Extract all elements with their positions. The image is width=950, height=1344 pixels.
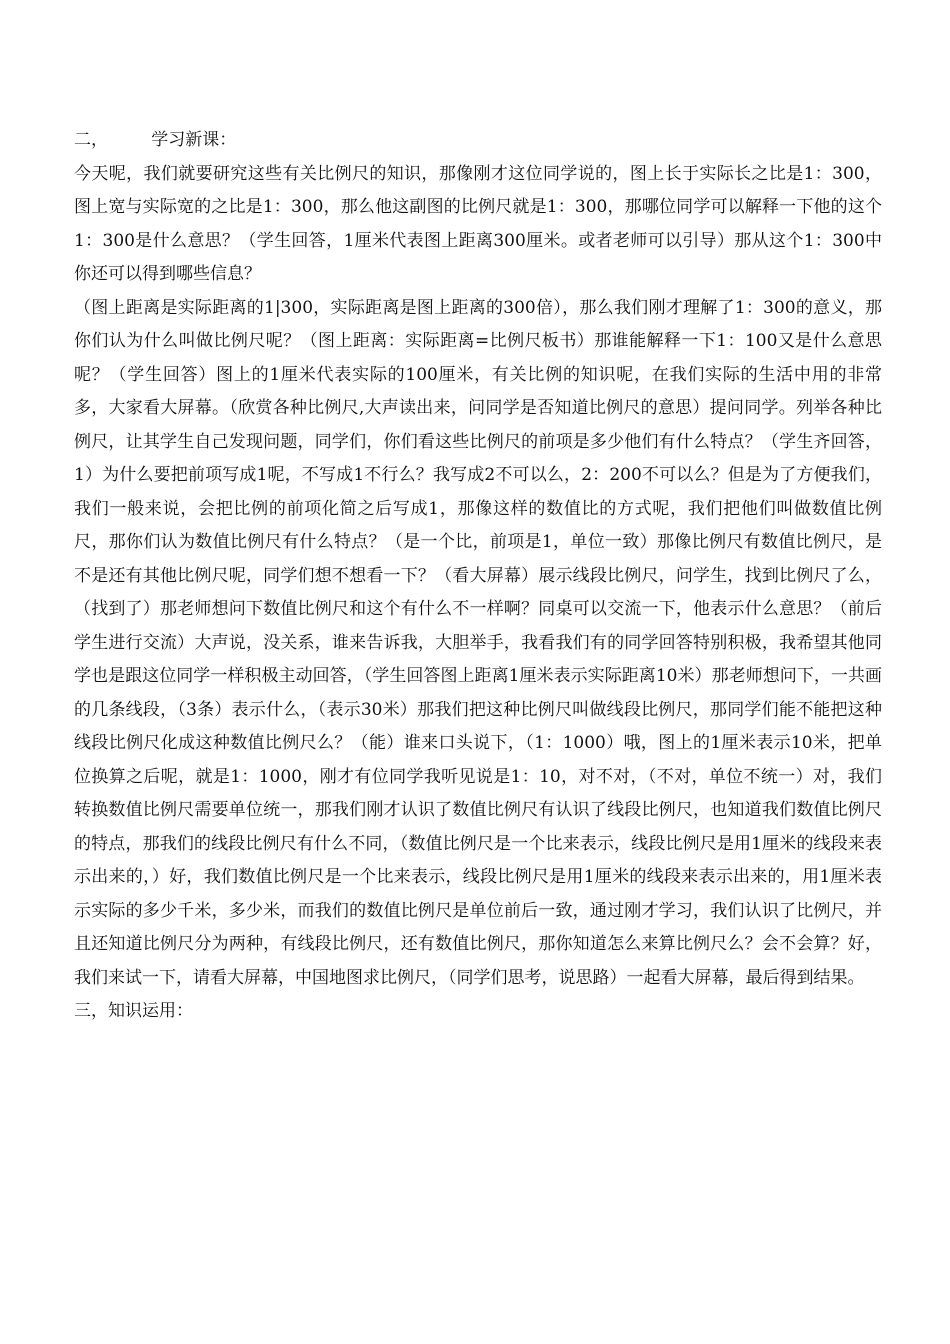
paragraph-intro-scale: 今天呢，我们就要研究这些有关比例尺的知识，那像刚才这位同学说的，图上长于实际长之比是1：300，图上宽与实际宽的之比是1：300，那么他这副图的比例尺就是1：300，那哪位同学可以解释一下他的这个1：300是什么意思？（学生回答，1厘米代表图上距离300厘米。或者老师可以引导）那从这个1：300中你还可以得到哪些信息？ <box>74 163 882 284</box>
paragraph-scale-explanation: （图上距离是实际距离的1|300，实际距离是图上距离的300倍），那么我们刚才理解了1：300的意义，那你们认为什么叫做比例尺呢？（图上距离：实际距离=比例尺板书）那谁能解释一下1：100又是什么意思呢？（学生回答）图上的1厘米代表实际的100厘米，有关比例的知识呢，在我们实际的生活中用的非常多，大家看大屏幕。（欣赏各种比例尺,大声读出来，问同学是否知道比例尺的意思）提问同学。列举各种比例尺，让其学生自己发现问题，同学们，你们看这些比例尺的前项是多少他们有什么特点？（学生齐回答，1）为什么要把前项写成1呢，不写成1不行么？我写成2不可以么，2：200不可以么？但是为了方便我们，我们一般来说，会把比例的前项化简之后写成1，那像这样的数值比的方式呢，我们把他们叫做数值比例尺，那你们认为数值比例尺有什么特点？（是一个比，前项是1，单位一致）那像比例尺有数值比例尺，是不是还有其他比例尺呢，同学们想不想看一下？（看大屏幕）展示线段比例尺，问学生，找到比例尺了么，（找到了）那老师想问下数值比例尺和这个有什么不一样啊？同桌可以交流一下，他表示什么意思？（前后学生进行交流）大声说，没关系，谁来告诉我，大胆举手，我看我们有的同学回答特别积极，我希望其他同学也是跟这位同学一样积极主动回答，（学生回答图上距离1厘米表示实际距离10米）那老师想问下，一共画的几条线段，（3条）表示什么，（表示30米）那我们把这种比例尺叫做线段比例尺，那同学们能不能把这种线段比例尺化成这种数值比例尺么？（能）谁来口头说下，（1：1000）哦，图上的1厘米表示10米，把单位换算之后呢，就是1：1000，刚才有位同学我听见说是1：10，对不对，（不对，单位不统一）对，我们转换数值比例尺需要单位统一，那我们刚才认识了数值比例尺有认识了线段比例尺，也知道我们数值比例尺的特点，那我们的线段比例尺有什么不同，（数值比例尺是一个比来表示，线段比例尺是用1厘米的线段来表示出来的，）好，我们数值比例尺是一个比来表示，线段比例尺是用1厘米的线段来表示出来的，用1厘米表示实际的多少千米，多少米，而我们的数值比例尺是单位前后一致，通过刚才学习，我们认识了比例尺，并且还知道比例尺分为两种，有线段比例尺，还有数值比例尺，那你知道怎么来算比例尺么？会不会算？好，我们来试一下，请看大屏幕，中国地图求比例尺，（同学们思考，说思路）一起看大屏幕，最后得到结果。 <box>74 297 882 988</box>
section-heading-learn-new-lesson: 二， 学习新课： <box>74 130 237 150</box>
document-page <box>74 124 882 1029</box>
section-heading-knowledge-application: 三，知识运用： <box>74 1001 193 1021</box>
